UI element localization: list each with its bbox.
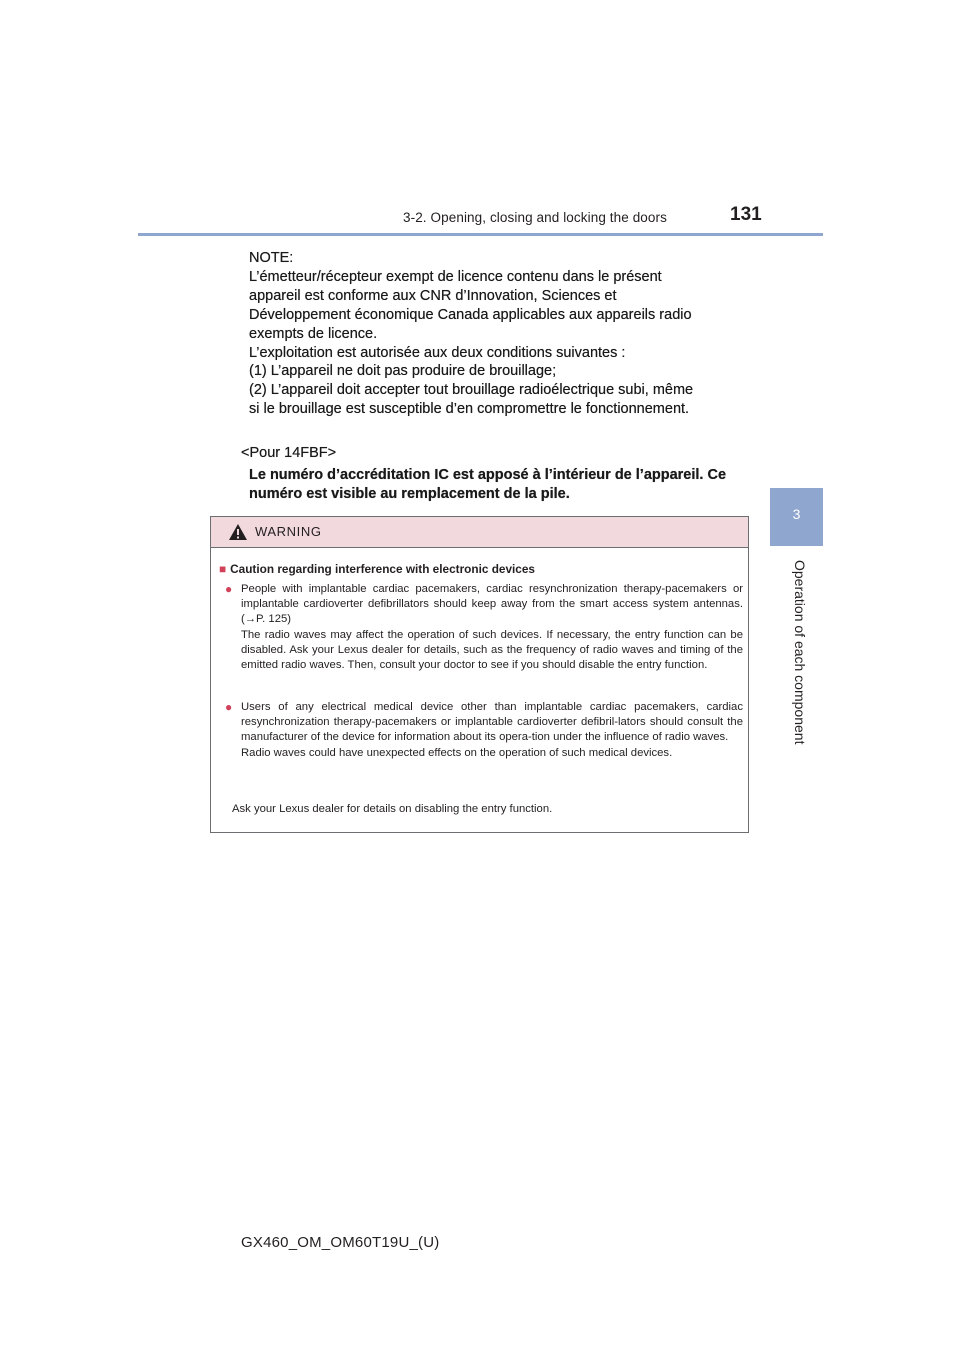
running-header-section: 3-2. Opening, closing and locking the doors bbox=[403, 210, 667, 225]
model-tag: <Pour 14FBF> bbox=[241, 445, 337, 461]
warning-subheading-text: Caution regarding interference with electronic devices bbox=[230, 562, 535, 576]
warning-header bbox=[211, 517, 748, 548]
note-line: exempts de licence. bbox=[249, 325, 378, 342]
document-code: GX460_OM_OM60T19U_(U) bbox=[241, 1234, 440, 1251]
chapter-title-vertical: Operation of each component bbox=[792, 560, 808, 745]
round-bullet-icon: ● bbox=[225, 582, 233, 596]
warning-triangle-icon bbox=[228, 523, 248, 541]
round-bullet-icon: ● bbox=[225, 700, 233, 714]
warning-subheading bbox=[219, 562, 535, 577]
note-line: L’émetteur/récepteur exempt de licence contenu dans le présent bbox=[249, 268, 662, 285]
square-bullet-icon: ■ bbox=[219, 562, 227, 576]
french-regulatory-note bbox=[249, 249, 739, 419]
accreditation-line: numéro est visible au remplacement de la pile. bbox=[249, 485, 570, 502]
bullet-paragraph: Users of any electrical medical device other than implantable cardiac pacemakers, cardiac resynchronization therapy-pacemakers or implantable cardioverter defibril-lators should consult the manufacturer of the device for information about its opera-tion under the influence of radio waves. bbox=[241, 701, 743, 744]
note-line: L’exploitation est autorisée aux deux conditions suivantes : bbox=[249, 344, 626, 361]
note-line: Développement économique Canada applicables aux appareils radio bbox=[249, 306, 692, 323]
warning-closing-text: Ask your Lexus dealer for details on disabling the entry function. bbox=[232, 803, 553, 815]
bullet-paragraph: The radio waves may affect the operation of such devices. If necessary, the entry function can be disabled. Ask your Lexus dealer for details, such as the frequency of radio waves and timing of the emitted radio waves. Then, consult your doctor to see if you should disable the entry function. bbox=[241, 628, 743, 672]
note-line: NOTE: bbox=[249, 250, 294, 266]
accreditation-note bbox=[249, 466, 739, 504]
page-number: 131 bbox=[730, 204, 762, 225]
note-line: appareil est conforme aux CNR d’Innovation, Sciences et bbox=[249, 287, 617, 304]
note-line: (1) L’appareil ne doit pas produire de brouillage; bbox=[249, 363, 557, 380]
chapter-tab: 3 bbox=[770, 488, 823, 546]
bullet-paragraph: Radio waves could have unexpected effects on the operation of such medical devices. bbox=[241, 746, 673, 759]
note-line: si le brouillage est susceptible d’en compromettre le fonctionnement. bbox=[249, 401, 690, 418]
warning-bullet bbox=[225, 582, 743, 673]
warning-box bbox=[210, 516, 749, 833]
accreditation-line: Le numéro d’accréditation IC est apposé à l’intérieur de l’appareil. Ce bbox=[249, 467, 727, 483]
warning-bullet bbox=[225, 700, 743, 761]
note-line: (2) L’appareil doit accepter tout brouillage radioélectrique subi, même bbox=[249, 382, 694, 399]
warning-title: WARNING bbox=[255, 524, 322, 539]
header-divider bbox=[138, 233, 823, 236]
bullet-paragraph: People with implantable cardiac pacemakers, cardiac resynchronization therapy-pacemakers or implantable cardioverter defibrillators should keep away from the smart access system antennas. (→P. 125) bbox=[241, 583, 743, 626]
